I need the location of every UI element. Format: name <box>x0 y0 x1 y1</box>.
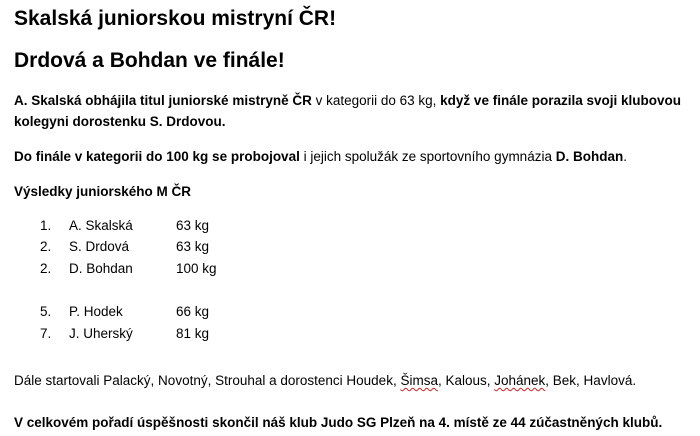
paragraph-skalska-bold-end: když ve finále porazila svoji klubovou kolegyni dorostenku S. Drdovou. <box>14 93 681 129</box>
other-starters-separator: , Kalous, <box>437 373 495 388</box>
result-place: 2. <box>40 261 52 276</box>
result-place: 5. <box>40 304 52 319</box>
result-place: 7. <box>40 326 52 341</box>
result-weight: 81 kg <box>176 326 210 341</box>
paragraph-skalska-bold-start: A. Skalská obhájila titul juniorské mistryně ČR <box>14 93 312 108</box>
other-starters-text-start: Dále startovali Palacký, Novotný, Strouhal a dorostenci Houdek, <box>14 373 401 388</box>
result-weight: 100 kg <box>176 261 217 276</box>
other-starters-text-end: , Bek, Havlová. <box>545 373 637 388</box>
paragraph-bohdan-name: D. Bohdan <box>555 149 624 164</box>
result-name: A. Skalská <box>69 218 133 233</box>
headline-title: Skalská juniorskou mistryní ČR! <box>14 7 337 30</box>
spellcheck-word-johanek: Johánek <box>494 373 546 388</box>
paragraph-bohdan <box>14 146 698 167</box>
paragraph-skalska-category: v kategorii do 63 kg, <box>311 93 441 108</box>
paragraph-club-ranking: V celkovém pořadí úspěšnosti skončil náš klub Judo SG Plzeň na 4. místě ze 44 zúčastněných klubů. <box>14 415 663 430</box>
paragraph-bohdan-middle: i jejich spolužák ze sportovního gymnázia <box>299 149 556 164</box>
paragraph-other-starters <box>14 370 654 391</box>
result-name: S. Drdová <box>69 239 130 254</box>
result-place: 1. <box>40 218 52 233</box>
result-name: D. Bohdan <box>69 261 133 276</box>
result-weight: 66 kg <box>176 304 210 319</box>
result-name: P. Hodek <box>69 304 123 319</box>
headline-subtitle: Drdová a Bohdan ve finále! <box>14 49 285 72</box>
result-weight: 63 kg <box>176 239 210 254</box>
results-heading: Výsledky juniorského M ČR <box>14 184 192 199</box>
result-name: J. Uherský <box>69 326 133 341</box>
paragraph-bohdan-period: . <box>623 149 627 164</box>
spellcheck-word-simsa: Šimsa <box>400 373 438 388</box>
paragraph-skalska <box>14 90 698 132</box>
result-place: 2. <box>40 239 52 254</box>
paragraph-bohdan-bold-start: Do finále v kategorii do 100 kg se probojoval <box>14 149 300 164</box>
result-weight: 63 kg <box>176 218 210 233</box>
